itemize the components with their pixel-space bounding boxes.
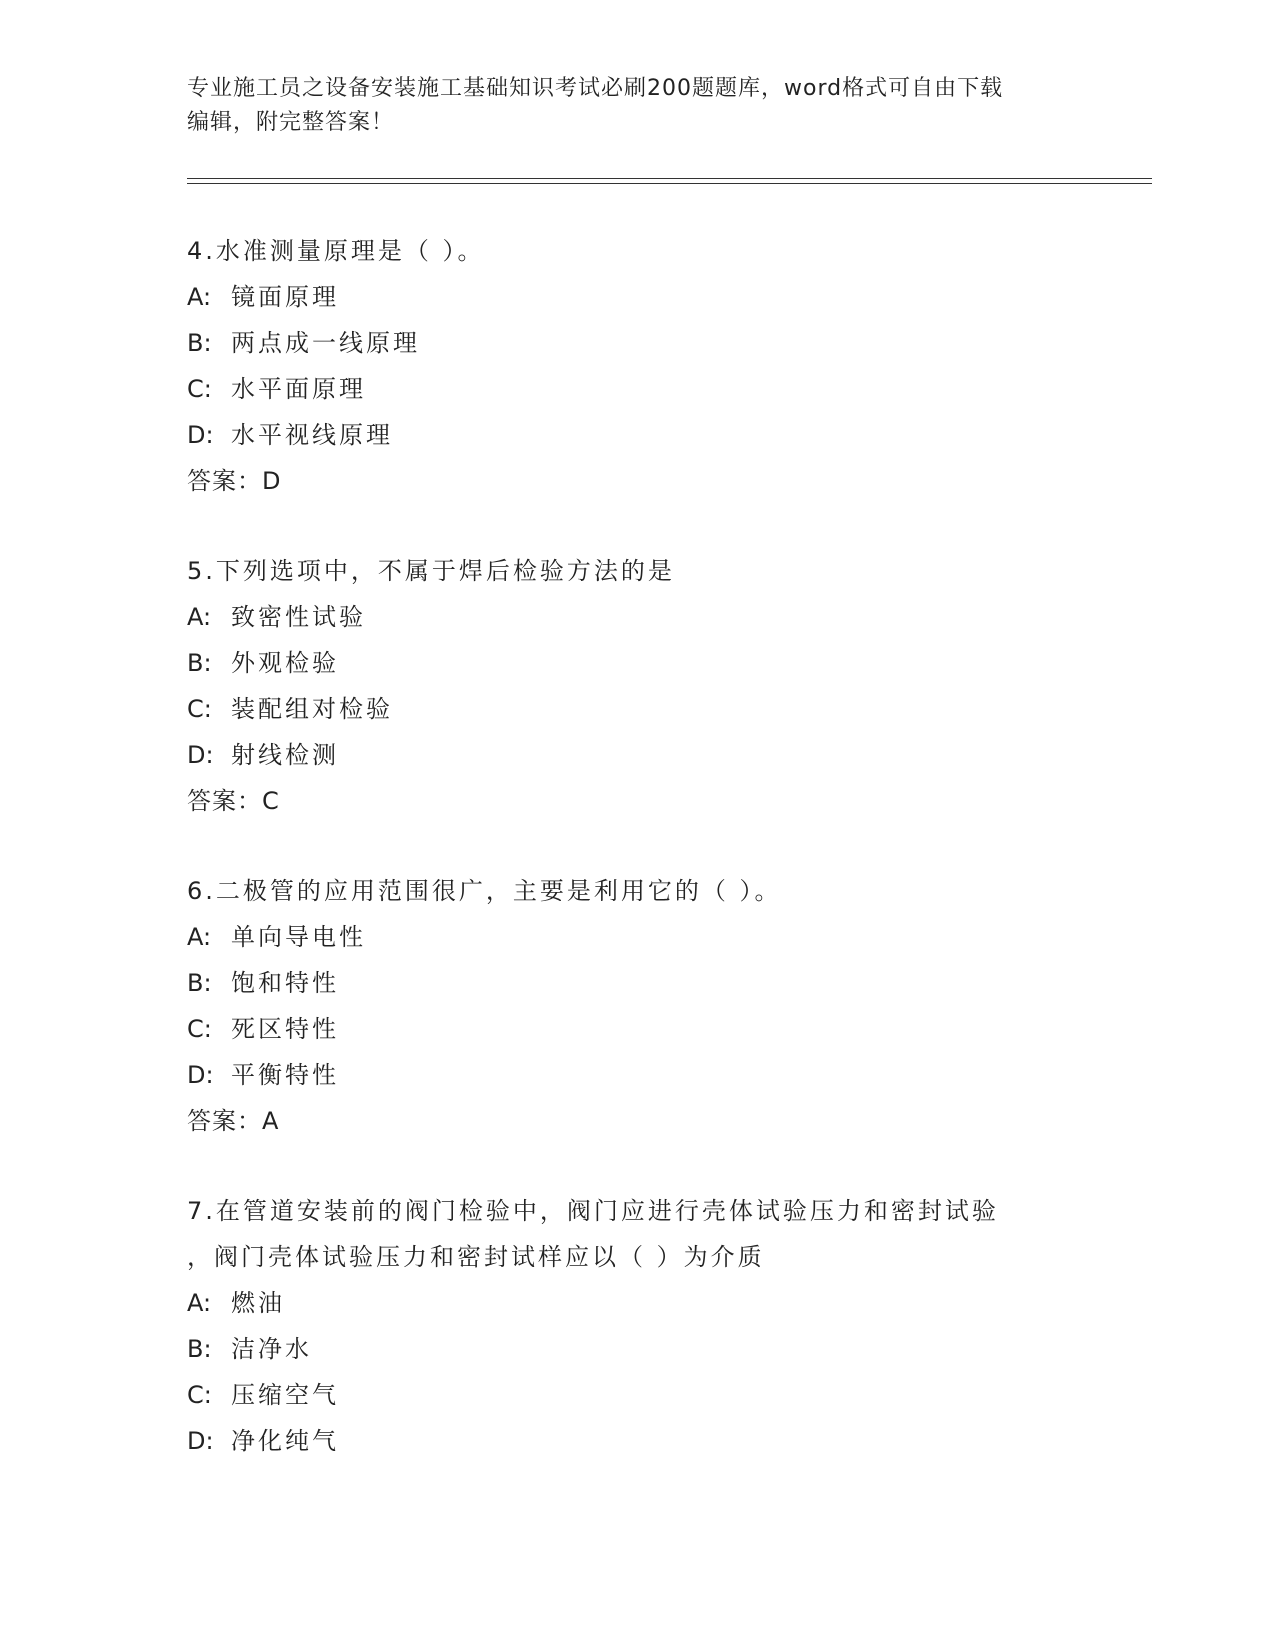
question-5 xyxy=(187,548,1087,824)
option-text: 两点成一线原理 xyxy=(231,329,420,357)
option-d xyxy=(187,412,1087,458)
option-a xyxy=(187,914,1087,960)
option-text: 装配组对检验 xyxy=(231,695,393,723)
option-text: 压缩空气 xyxy=(231,1381,339,1409)
option-text: 净化纯气 xyxy=(231,1427,339,1455)
option-text: 外观检验 xyxy=(231,649,339,677)
option-key: B: xyxy=(187,969,212,997)
question-title-line-1: 7.在管道安装前的阀门检验中，阀门应进行壳体试验压力和密封试验 xyxy=(187,1197,999,1225)
option-key: A: xyxy=(187,923,212,951)
answer-line: 答案：A xyxy=(187,1107,280,1135)
question-title-line-2: ，阀门壳体试验压力和密封试样应以（ ）为介质 xyxy=(187,1243,765,1271)
option-c xyxy=(187,366,1087,412)
answer-line: 答案：C xyxy=(187,787,280,815)
question-title: 5.下列选项中，不属于焊后检验方法的是 xyxy=(187,557,675,585)
option-text: 水平面原理 xyxy=(231,375,366,403)
option-key: B: xyxy=(187,1335,212,1363)
option-key: B: xyxy=(187,649,212,677)
option-key: B: xyxy=(187,329,212,357)
option-text: 射线检测 xyxy=(231,741,339,769)
option-key: D: xyxy=(187,1427,214,1455)
option-key: A: xyxy=(187,283,212,311)
option-text: 死区特性 xyxy=(231,1015,339,1043)
option-key: C: xyxy=(187,1381,212,1409)
option-key: D: xyxy=(187,741,214,769)
option-d xyxy=(187,1052,1087,1098)
question-title: 6.二极管的应用范围很广，主要是利用它的（ ）。 xyxy=(187,877,782,905)
option-d xyxy=(187,1418,1087,1464)
option-d xyxy=(187,732,1087,778)
option-b xyxy=(187,640,1087,686)
option-a xyxy=(187,274,1087,320)
document-header xyxy=(187,72,1067,140)
option-b xyxy=(187,1326,1087,1372)
question-title: 4.水准测量原理是（ ）。 xyxy=(187,237,485,265)
option-text: 平衡特性 xyxy=(231,1061,339,1089)
option-b xyxy=(187,960,1087,1006)
option-a xyxy=(187,594,1087,640)
option-text: 洁净水 xyxy=(231,1335,312,1363)
header-divider-top xyxy=(187,178,1152,179)
header-line-2: 编辑，附完整答案！ xyxy=(187,110,395,135)
option-c xyxy=(187,686,1087,732)
header-line-1: 专业施工员之设备安装施工基础知识考试必刷200题题库，word格式可自由下载 xyxy=(187,76,1004,101)
option-a xyxy=(187,1280,1087,1326)
option-key: C: xyxy=(187,375,212,403)
header-divider-bottom xyxy=(187,183,1152,184)
option-key: A: xyxy=(187,1289,212,1317)
answer-line: 答案：D xyxy=(187,467,282,495)
option-text: 单向导电性 xyxy=(231,923,366,951)
option-key: C: xyxy=(187,1015,212,1043)
option-key: D: xyxy=(187,421,214,449)
option-text: 水平视线原理 xyxy=(231,421,393,449)
option-c xyxy=(187,1372,1087,1418)
option-text: 镜面原理 xyxy=(231,283,339,311)
option-key: C: xyxy=(187,695,212,723)
option-key: D: xyxy=(187,1061,214,1089)
option-c xyxy=(187,1006,1087,1052)
option-text: 燃油 xyxy=(231,1289,285,1317)
question-4 xyxy=(187,228,1087,504)
question-6 xyxy=(187,868,1087,1144)
option-text: 饱和特性 xyxy=(231,969,339,997)
question-7 xyxy=(187,1188,1087,1464)
option-key: A: xyxy=(187,603,212,631)
option-b xyxy=(187,320,1087,366)
option-text: 致密性试验 xyxy=(231,603,366,631)
